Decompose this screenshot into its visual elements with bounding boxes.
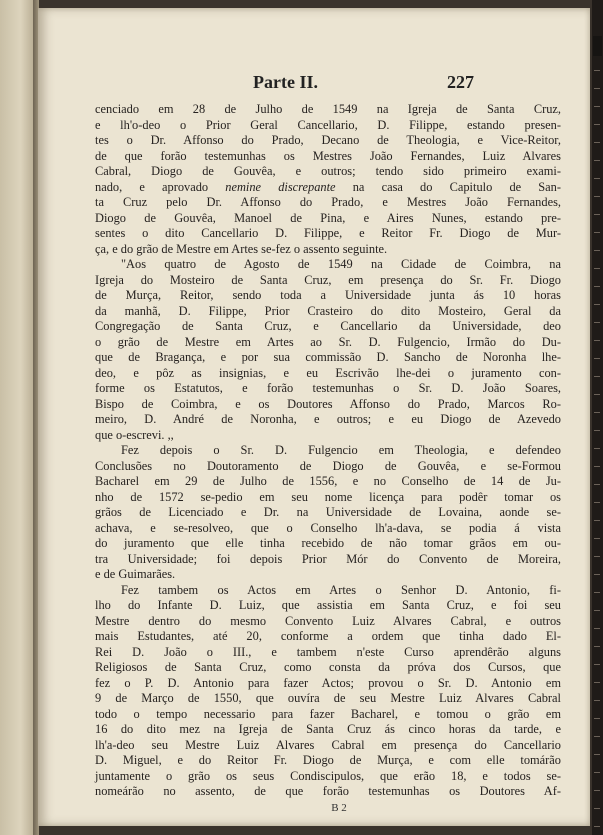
edge-tick bbox=[594, 754, 600, 755]
text-line: mais Estudantes, até 20, conforme a ordem que tinha dado El- bbox=[95, 629, 561, 643]
edge-tick bbox=[594, 232, 600, 233]
text-line: Fez tambem os Actos em Artes o Senhor D. Antonio, fi- bbox=[121, 582, 561, 597]
text-line: tes o Dr. Affonso do Prado, Decano de Theologia, e Vice-Reitor, bbox=[95, 133, 561, 147]
edge-tick bbox=[594, 322, 600, 323]
text-line: 16 do dito mez na Igreja de Santa Cruz ás cinco horas da tarde, e bbox=[95, 722, 561, 736]
text-line: lh'a-deo seu Mestre Luiz Alvares Cabral em presença do Cancellario bbox=[95, 737, 561, 752]
body-text bbox=[95, 102, 561, 800]
text-line: Diogo de Gouvêa, Manoel de Pina, e Aires Nunes, estando pre- bbox=[95, 210, 561, 225]
edge-tick bbox=[594, 124, 600, 125]
page-number: 227 bbox=[447, 72, 474, 92]
text-line: de que forão testemunhas os Mestres João Fernandes, Luiz Alvares bbox=[95, 148, 561, 163]
text-line: Conclusões no Doutoramento de Diogo de Gouvêa, e se-Formou bbox=[95, 458, 561, 473]
text-line: juntamente o grão os seus Condiscipulos, que erão 18, e todos se- bbox=[95, 768, 561, 783]
edge-tick bbox=[594, 70, 600, 71]
edge-tick bbox=[594, 592, 600, 593]
edge-tick bbox=[594, 484, 600, 485]
edge-tick bbox=[594, 466, 600, 467]
edge-tick bbox=[594, 214, 600, 215]
text-line: nado, e aprovado nemine discrepante na casa do Capitulo de San- bbox=[95, 179, 562, 194]
text-line: Rei D. João o III., e tambem n'este Curso aprendêrão alguns bbox=[95, 644, 561, 659]
text-line: Mestre dentro do mesmo Convento Luiz Alvares Cabral, e outros bbox=[95, 613, 561, 628]
text-line: do juramento que elle tinha recebido de não tomar grãos em ou- bbox=[95, 536, 561, 550]
edge-tick bbox=[594, 412, 600, 413]
text-line: sentes o dito Cancellario D. Filippe, e Reitor Fr. Diogo de Mur- bbox=[95, 226, 561, 240]
edge-tick bbox=[594, 610, 600, 611]
edge-tick bbox=[594, 376, 600, 377]
edge-tick bbox=[594, 88, 600, 89]
text-line: e de Guimarães. bbox=[95, 567, 176, 581]
text-line: todo o tempo necessario para fazer Bacharel, e tomou o grão em bbox=[95, 706, 561, 721]
edge-tick bbox=[594, 448, 600, 449]
edge-tick bbox=[594, 736, 600, 737]
book-page bbox=[38, 8, 590, 826]
text-line: fez o P. D. Antonio para fazer Actos; provou o Sr. D. Antonio em bbox=[95, 675, 561, 690]
edge-tick bbox=[594, 196, 600, 197]
text-line: deo, e pôz as insignias, e eu Escrivão lhe-dei o juramento con- bbox=[95, 365, 561, 380]
text-line: e lh'o-deo o Prior Geral Cancellario, D. Filippe, estando presen- bbox=[95, 117, 561, 132]
edge-tick bbox=[594, 430, 600, 431]
text-line: nho de 1572 se-pedio em seu nome licença para podêr tomar os bbox=[95, 489, 561, 504]
scanner-tab bbox=[593, 36, 602, 56]
text-line: D. Miguel, e do Reitor Fr. Diogo de Murça, e com elle tomárão bbox=[95, 753, 561, 767]
text-line: da manhã, D. Filippe, Prior Crasteiro do dito Mosteiro, Geral da bbox=[95, 303, 561, 318]
edge-tick bbox=[594, 826, 600, 827]
text-line: Bacharel em 29 de Julho de 1556, e no Conselho de 14 de Ju- bbox=[95, 474, 561, 488]
text-line: 9 de Março de 1550, que ouvíra de seu Mestre Luiz Alvares Cabral bbox=[95, 691, 561, 705]
text-line: meiro, D. André de Noronha, e outros; e eu Diogo de Azevedo bbox=[95, 412, 561, 426]
edge-tick bbox=[594, 682, 600, 683]
text-line: de Murça, Reitor, sendo toda a Universidade junta ás 10 horas bbox=[95, 288, 561, 302]
edge-tick bbox=[594, 628, 600, 629]
text-line: que de Bragança, e por sua commissão D. Sancho de Noronha lhe- bbox=[95, 350, 561, 364]
text-line: Fez depois o Sr. D. Fulgencio em Theologia, e defendeo bbox=[121, 443, 561, 457]
edge-tick bbox=[594, 250, 600, 251]
text-line: ça, e do grão de Mestre em Artes se-fez o assento seguinte. bbox=[95, 241, 388, 256]
edge-tick bbox=[594, 574, 600, 575]
running-title: Parte II. bbox=[253, 72, 318, 92]
text-line: Congregação de Santa Cruz, e Cancellario da Universidade, deo bbox=[95, 319, 561, 333]
text-line: Igreja do Mosteiro de Santa Cruz, em presença do Sr. Fr. Diogo bbox=[95, 272, 561, 287]
edge-tick bbox=[594, 502, 600, 503]
text-line: o grão de Mestre em Artes ao Sr. D. Fulgencio, Irmão do Du- bbox=[95, 334, 561, 349]
edge-tick bbox=[594, 700, 600, 701]
edge-tick bbox=[594, 556, 600, 557]
text-line: Religiosos de Santa Cruz, como consta da próva dos Cursos, que bbox=[95, 660, 561, 674]
text-line: achava, e se-resolveo, que o Conselho lh'a-dava, se podia á vista bbox=[95, 520, 561, 535]
text-line: lho do Infante D. Luiz, que assistia em Santa Cruz, e foi seu bbox=[95, 598, 561, 612]
edge-tick bbox=[594, 160, 600, 161]
text-line: cenciado em 28 de Julho de 1549 na Igreja de Santa Cruz, bbox=[95, 102, 561, 116]
edge-tick bbox=[594, 520, 600, 521]
edge-tick bbox=[594, 772, 600, 773]
edge-tick bbox=[594, 268, 600, 269]
edge-tick bbox=[594, 664, 600, 665]
edge-tick bbox=[594, 790, 600, 791]
text-line: tra Universidade; foi depois Prior Mór do Convento de Moreira, bbox=[95, 551, 561, 566]
text-line: "Aos quatro de Agosto de 1549 na Cidade de Coimbra, na bbox=[121, 257, 561, 271]
edge-tick bbox=[594, 304, 600, 305]
text-line: grãos de Licenciado e Dr. na Universidade de Lovaina, aonde se- bbox=[95, 505, 561, 519]
previous-page-edge bbox=[0, 0, 34, 835]
edge-tick bbox=[594, 286, 600, 287]
edge-tick bbox=[594, 394, 600, 395]
scanner-edge-strip bbox=[592, 0, 603, 835]
text-line: nomeárão no assento, de que forão testemunhas os Doutores Af- bbox=[95, 784, 561, 798]
edge-tick bbox=[594, 142, 600, 143]
text-line: que o-escrevi. ,, bbox=[95, 427, 174, 442]
edge-tick bbox=[594, 340, 600, 341]
edge-tick bbox=[594, 106, 600, 107]
edge-tick bbox=[594, 646, 600, 647]
edge-tick bbox=[594, 538, 600, 539]
signature-mark: B 2 bbox=[331, 802, 347, 814]
edge-tick bbox=[594, 358, 600, 359]
edge-tick bbox=[594, 718, 600, 719]
running-header bbox=[38, 72, 590, 96]
text-line: forme os Estatutos, e forão testemunhas o Sr. D. João Soares, bbox=[95, 381, 561, 395]
edge-tick bbox=[594, 808, 600, 809]
text-line: Bispo de Coimbra, e os Doutores Affonso do Prado, Marcos Ro- bbox=[95, 396, 561, 411]
text-line: Cabral, Diogo de Gouvêa, e outros; tendo sido primeiro exami- bbox=[95, 164, 561, 178]
text-line: ta Cruz pelo Dr. Affonso do Prado, e Mestres João Fernandes, bbox=[95, 195, 561, 209]
edge-tick bbox=[594, 178, 600, 179]
